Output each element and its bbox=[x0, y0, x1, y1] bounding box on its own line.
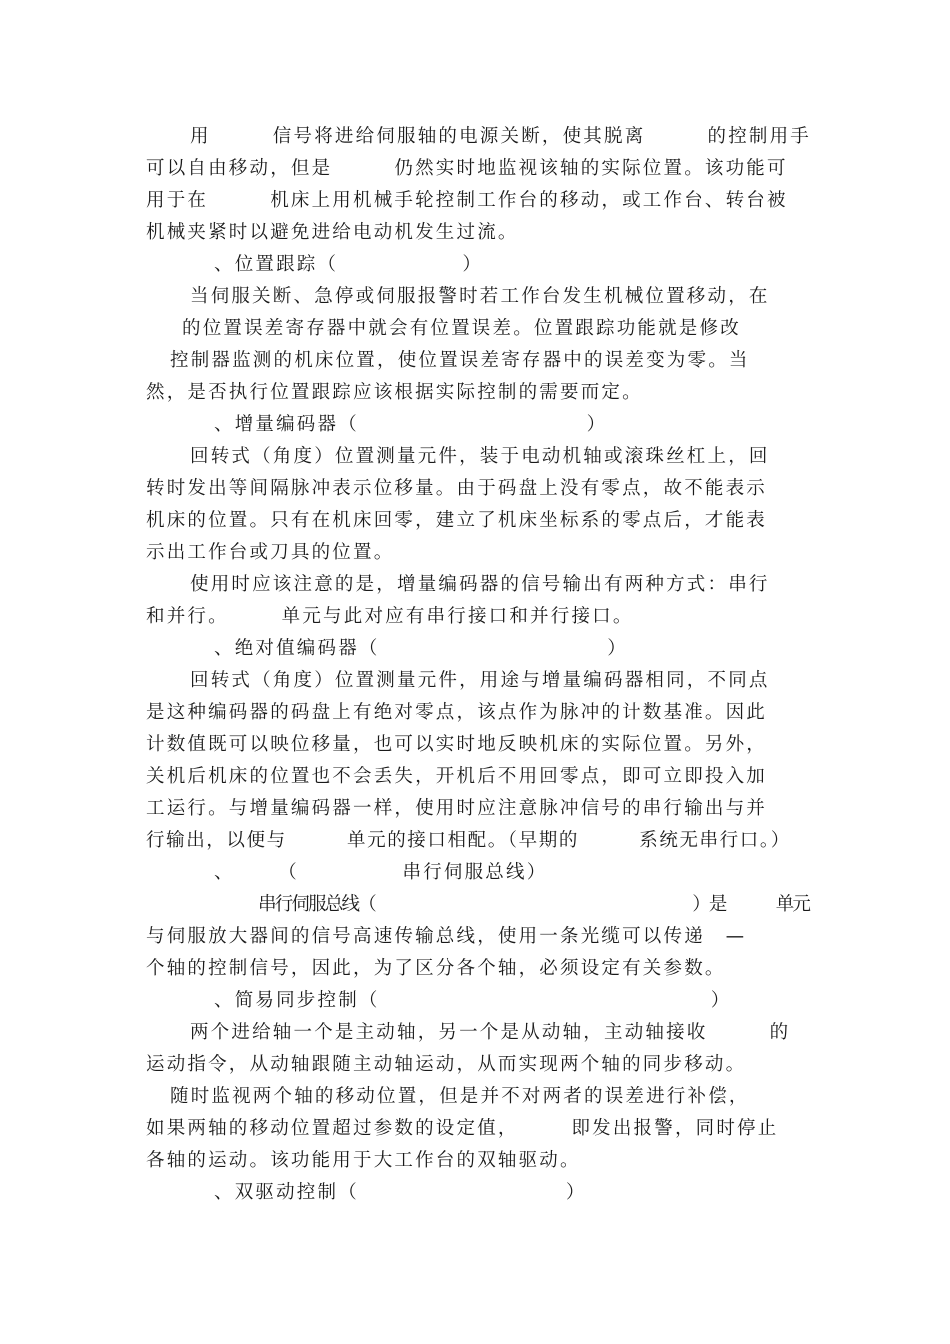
paragraph-line: 随时监视两个轴的移动位置，但是并不对两者的误差进行补偿， bbox=[170, 1086, 750, 1107]
paragraph-line: 工运行。与增量编码器一样，使用时应注意脉冲信号的串行输出与并 bbox=[146, 798, 768, 819]
paragraph-line: 两个进给轴一个是主动轴，另一个是从动轴，主动轴接收 的 bbox=[190, 1022, 791, 1043]
paragraph-line: 与伺服放大器间的信号高速传输总线，使用一条光缆可以传递 — bbox=[146, 926, 747, 947]
paragraph-line: 机械夹紧时以避免进给电动机发生过流。 bbox=[146, 222, 519, 243]
paragraph-line: 转时发出等间隔脉冲表示位移量。由于码盘上没有零点，故不能表示 bbox=[146, 478, 768, 499]
paragraph-line: 可以自由移动，但是 仍然实时地监视该轴的实际位置。该功能可 bbox=[146, 158, 788, 179]
paragraph-line: 关机后机床的位置也不会丢失，开机后不用回零点，即可立即投入加 bbox=[146, 766, 768, 787]
paragraph-line: 示出工作台或刀具的位置。 bbox=[146, 542, 395, 563]
paragraph-line: 用于在 机床上用机械手轮控制工作台的移动，或工作台、转台被 bbox=[146, 190, 788, 211]
paragraph-line: 用 信号将进给伺服轴的电源关断，使其脱离 的控制用手 bbox=[190, 126, 812, 147]
paragraph-line: 如果两轴的移动位置超过参数的设定值， 即发出报警，同时停止 bbox=[146, 1118, 779, 1139]
paragraph-line: 行输出，以便与 单元的接口相配。（早期的 系统无串行口。） bbox=[146, 830, 791, 851]
paragraph-line: 各轴的运动。该功能用于大工作台的双轴驱动。 bbox=[146, 1150, 581, 1171]
section-heading: 、简易同步控制（ ） bbox=[214, 990, 732, 1011]
paragraph-line: 机床的位置。只有在机床回零，建立了机床坐标系的零点后，才能表 bbox=[146, 510, 768, 531]
paragraph-line: 使用时应该注意的是，增量编码器的信号输出有两种方式：串行 bbox=[190, 574, 770, 595]
paragraph-line: 当伺服关断、急停或伺服报警时若工作台发生机械位置移动，在 bbox=[190, 286, 770, 307]
section-heading: 、增量编码器（ ） bbox=[214, 414, 608, 435]
paragraph-line: 和并行。 单元与此对应有串行接口和并行接口。 bbox=[146, 606, 634, 627]
paragraph-line: 计数值既可以映位移量，也可以实时地反映机床的实际位置。另外， bbox=[146, 734, 768, 755]
section-heading: 、双驱动控制（ ） bbox=[214, 1182, 587, 1203]
paragraph-line: 串行伺服总线（ ）是 单元 bbox=[258, 894, 810, 915]
section-heading: 、位置跟踪（ ） bbox=[214, 254, 484, 275]
section-heading: 、绝对值编码器（ ） bbox=[214, 638, 629, 659]
paragraph-line: 回转式（角度）位置测量元件，用途与增量编码器相同，不同点 bbox=[190, 670, 770, 691]
paragraph-line: 回转式（角度）位置测量元件，装于电动机轴或滚珠丝杠上，回 bbox=[190, 446, 770, 467]
paragraph-line: 运动指令，从动轴跟随主动轴运动，从而实现两个轴的同步移动。 bbox=[146, 1054, 747, 1075]
paragraph-line: 控制器监测的机床位置，使位置误差寄存器中的误差变为零。当 bbox=[170, 350, 750, 371]
paragraph-line: 的位置误差寄存器中就会有位置误差。位置跟踪功能就是修改 bbox=[182, 318, 741, 339]
paragraph-line: 然，是否执行位置跟踪应该根据实际控制的需要而定。 bbox=[146, 382, 643, 403]
section-heading: 、 （ 串行伺服总线） bbox=[214, 862, 548, 883]
paragraph-line: 个轴的控制信号，因此，为了区分各个轴，必须设定有关参数。 bbox=[146, 958, 726, 979]
paragraph-line: 是这种编码器的码盘上有绝对零点，该点作为脉冲的计数基准。因此 bbox=[146, 702, 768, 723]
